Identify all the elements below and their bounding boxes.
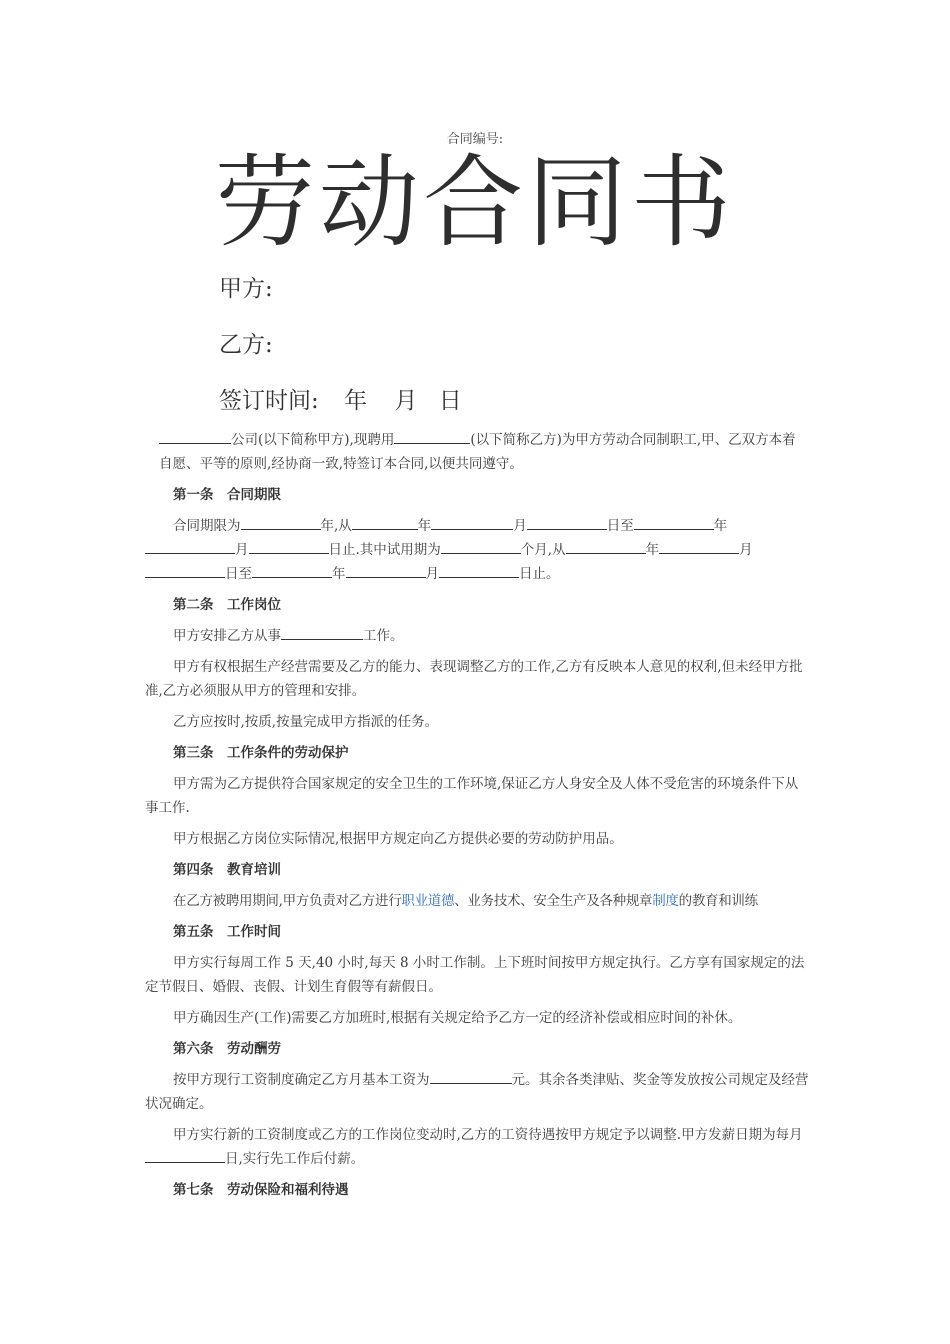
- sign-month-label: 月: [394, 388, 418, 414]
- professional-ethics-link[interactable]: 职业道德: [401, 893, 455, 909]
- regulations-link[interactable]: 制度: [652, 893, 679, 909]
- intro-paragraph: 公司(以下简称甲方),现聘用 (以下简称乙方)为甲方劳动合同制职工,甲、乙双方本着自愿、平等的原则,经协商一致,特签订本合同,以便共同遵守。: [145, 428, 809, 476]
- contract-body: [145, 428, 809, 1202]
- sign-time-label: 签订时间:: [219, 388, 319, 414]
- article-2-paragraph-3: 乙方应按时,按质,按量完成甲方指派的任务。: [173, 714, 439, 730]
- article-1-paragraph: 合同期限为 年,从 年 月 日至 年月 日止.其中试用期为 个月,从 年 月日至 年 月 日止。: [145, 514, 809, 586]
- article-1-heading: 第一条 合同期限: [173, 487, 281, 503]
- article-7-heading: 第七条 劳动保险和福利待遇: [173, 1182, 349, 1198]
- article-4-paragraph: 在乙方被聘用期间,甲方负责对乙方进行职业道德、业务技术、安全生产及各种规章制度的教育和训练: [173, 893, 758, 909]
- article-3-paragraph-1: 甲方需为乙方提供符合国家规定的安全卫生的工作环境,保证乙方人身安全及人体不受危害的环境条件下从事工作.: [145, 776, 799, 816]
- article-5-heading: 第五条 工作时间: [173, 924, 281, 940]
- article-3-heading: 第三条 工作条件的劳动保护: [173, 745, 349, 761]
- article-6-paragraph-2: 甲方实行新的工资制度或乙方的工作岗位变动时,乙方的工资待遇按甲方规定予以调整.甲方发薪日期为每月日,实行先工作后付薪。: [145, 1123, 809, 1171]
- article-2-paragraph-2: 甲方有权根据生产经营需要及乙方的能力、表现调整乙方的工作,乙方有反映本人意见的权利,但未经甲方批准,乙方必须服从甲方的管理和安排。: [145, 659, 803, 699]
- sign-time-line: [219, 382, 462, 415]
- document-title: 劳动合同书: [215, 144, 735, 261]
- employee-blank: [394, 428, 470, 444]
- company-blank: [159, 428, 231, 444]
- article-4-heading: 第四条 教育培训: [173, 862, 281, 878]
- article-2-heading: 第二条 工作岗位: [173, 597, 281, 613]
- article-6-paragraph-1: 按甲方现行工资制度确定乙方月基本工资为 元。其余各类津贴、奖金等发放按公司规定及经营状况确定。: [145, 1068, 809, 1116]
- article-2-paragraph-1: 甲方安排乙方从事 工作。: [145, 624, 809, 648]
- contract-number-label: 合同编号:: [446, 132, 504, 147]
- sign-year-label: 年: [344, 388, 368, 414]
- sign-day-label: 日: [438, 388, 462, 414]
- article-6-heading: 第六条 劳动酬劳: [173, 1041, 281, 1057]
- party-a-label: 甲方:: [219, 276, 273, 302]
- article-5-paragraph-1: 甲方实行每周工作 5 天,40 小时,每天 8 小时工作制。上下班时间按甲方规定执行。乙方享有国家规定的法定节假日、婚假、丧假、计划生育假等有薪假日。: [145, 955, 805, 995]
- party-b-label: 乙方:: [219, 332, 273, 358]
- article-5-paragraph-2: 甲方确因生产(工作)需要乙方加班时,根据有关规定给予乙方一定的经济补偿或相应时间的补休。: [173, 1010, 742, 1026]
- article-3-paragraph-2: 甲方根据乙方岗位实际情况,根据甲方规定向乙方提供必要的劳动防护用品。: [173, 831, 623, 847]
